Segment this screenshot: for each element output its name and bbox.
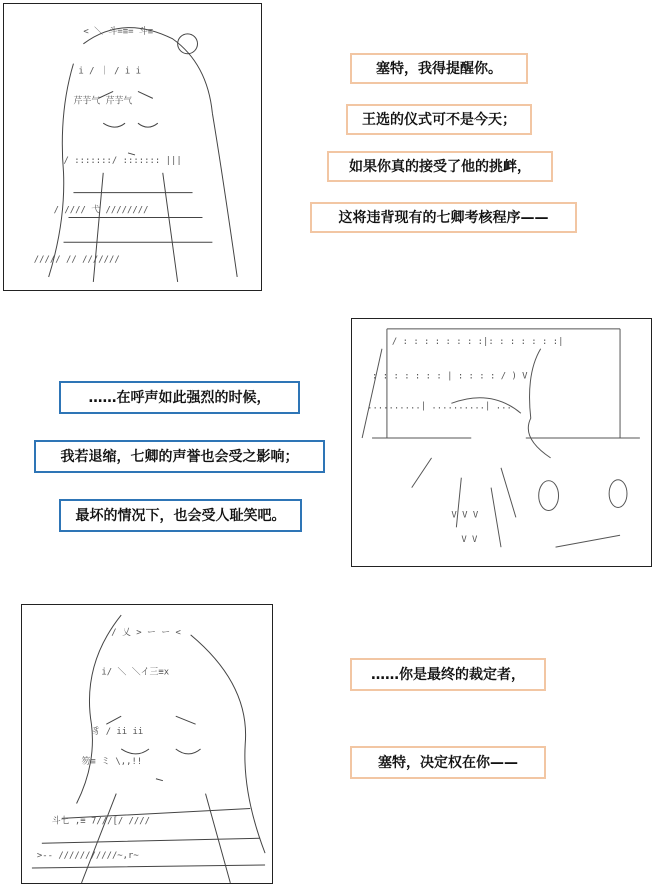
svg-text:/ :::::::/ ::::::: |||: / :::::::/ ::::::: ||| bbox=[63, 155, 182, 166]
svg-text:/ : : : : : : : :|: : : : : :: / : : : : : : : :|: : : : : : :| bbox=[391, 336, 564, 347]
caption-2-3: 最坏的情况下，也会受人耻笑吧。 bbox=[59, 499, 302, 532]
caption-3-1: ……你是最终的裁定者， bbox=[350, 658, 546, 691]
svg-text:V V V: V V V bbox=[451, 510, 479, 521]
caption-3-2: 塞特，决定权在你—— bbox=[350, 746, 546, 779]
ascii-art-girl-portrait-1 bbox=[4, 4, 261, 290]
caption-1-2: 王选的仪式可不是今天； bbox=[346, 104, 532, 135]
ascii-art-scene-2 bbox=[352, 319, 651, 566]
svg-text:i / ｜ / i i: i / ｜ / i i bbox=[78, 66, 142, 77]
svg-text:斗七 ,≡ 7///[/ ////: 斗七 ,≡ 7///[/ //// bbox=[51, 816, 151, 827]
svg-text:芹芋气 芹芋气: 芹芋气 芹芋气 bbox=[73, 96, 133, 107]
art-panel-1 bbox=[3, 3, 262, 291]
svg-text:/ //// 弋 ////////: / //// 弋 //////// bbox=[53, 205, 149, 216]
svg-text:V V: V V bbox=[461, 535, 478, 546]
svg-text:: : : : : : : | : : : : / ) V: : : : : : : : | : : : : / ) V bbox=[372, 371, 528, 382]
svg-text:< ＼ 斗=≡= 斗≡: < ＼ 斗=≡= 斗≡ bbox=[83, 26, 154, 37]
svg-text:///// // ///////: ///// // /////// bbox=[33, 255, 120, 266]
art-panel-2 bbox=[351, 318, 652, 567]
svg-text:>-- ///////////~,r~: >-- ///////////~,r~ bbox=[36, 851, 139, 862]
svg-text:i/ ＼ ＼イ三≡x: i/ ＼ ＼イ三≡x bbox=[101, 667, 170, 678]
svg-text:豸 / ii ii: 豸 / ii ii bbox=[91, 727, 144, 738]
ascii-art-girl-portrait-3 bbox=[22, 605, 272, 883]
art-panel-3 bbox=[21, 604, 273, 884]
caption-2-1: ……在呼声如此强烈的时候， bbox=[59, 381, 300, 414]
svg-text:..........| ..........| ...: ..........| ..........| ... bbox=[367, 401, 512, 412]
caption-1-4: 这将违背现有的七卿考核程序—— bbox=[310, 202, 577, 233]
svg-text:/ 乂 > ー ー <: / 乂 > ー ー < bbox=[111, 627, 181, 638]
caption-1-3: 如果你真的接受了他的挑衅， bbox=[327, 151, 553, 182]
svg-text:笏≡ ミ \,,!!: 笏≡ ミ \,,!! bbox=[81, 756, 143, 767]
caption-1-1: 塞特，我得提醒你。 bbox=[350, 53, 528, 84]
caption-2-2: 我若退缩，七卿的声誉也会受之影响； bbox=[34, 440, 325, 473]
